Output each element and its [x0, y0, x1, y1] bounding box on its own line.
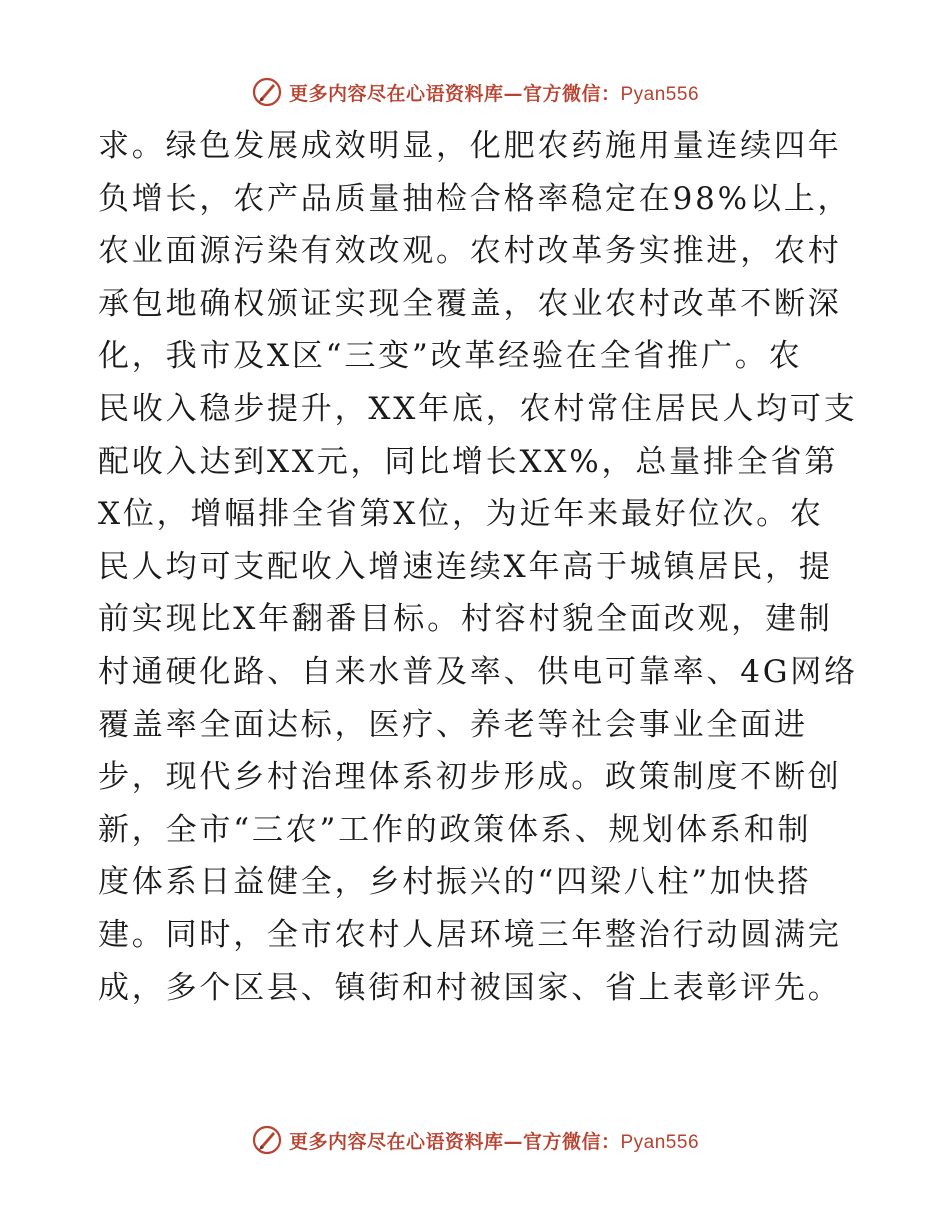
- header-banner-text: 更多内容尽在心语资料库—官方微信：Pyan556: [288, 82, 700, 105]
- body-line: 民收入稳步提升，XX年底，农村常住居民人均可支: [98, 390, 858, 427]
- body-line: 新，全市“三农”工作的政策体系、规划体系和制: [98, 811, 812, 848]
- footer-banner-text: 更多内容尽在心语资料库—官方微信：Pyan556: [288, 1130, 700, 1153]
- body-line: 民人均可支配收入增速连续X年高于城镇居民，提: [98, 548, 833, 585]
- header-banner-handle: Pyan556: [620, 83, 700, 105]
- body-line: 步，现代乡村治理体系初步形成。政策制度不断创: [98, 759, 842, 796]
- quill-logo-icon: [251, 1124, 283, 1156]
- body-line: 前实现比X年翻番目标。村容村貌全面改观，建制: [98, 601, 833, 638]
- document-body: [98, 120, 858, 1014]
- body-line: 成，多个区县、镇街和村被国家、省上表彰评先。: [98, 969, 842, 1006]
- header-banner: [0, 72, 950, 112]
- body-line: 配收入达到XX元，同比增长XX%，总量排全省第: [98, 443, 839, 480]
- body-line: 度体系日益健全，乡村振兴的“四梁八柱”加快搭: [98, 864, 812, 901]
- body-line: 农业面源污染有效改观。农村改革务实推进，农村: [98, 233, 842, 270]
- body-line: 建。同时，全市农村人居环境三年整治行动圆满完: [98, 916, 842, 953]
- footer-banner: [0, 1120, 950, 1160]
- body-line: 化，我市及X区“三变”改革经验在全省推广。农: [98, 338, 803, 375]
- body-line: 负增长，农产品质量抽检合格率稳定在98%以上，: [98, 180, 852, 217]
- body-line: 求。绿色发展成效明显，化肥农药施用量连续四年: [98, 128, 842, 164]
- quill-logo-icon: [251, 76, 283, 108]
- body-line: 覆盖率全面达标，医疗、养老等社会事业全面进: [98, 706, 808, 743]
- footer-banner-handle: Pyan556: [620, 1131, 700, 1153]
- body-line: X位，增幅排全省第X位，为近年来最好位次。农: [98, 496, 824, 533]
- body-line: 村通硬化路、自来水普及率、供电可靠率、4G网络: [98, 653, 858, 690]
- body-line: 承包地确权颁证实现全覆盖，农业农村改革不断深: [98, 285, 842, 322]
